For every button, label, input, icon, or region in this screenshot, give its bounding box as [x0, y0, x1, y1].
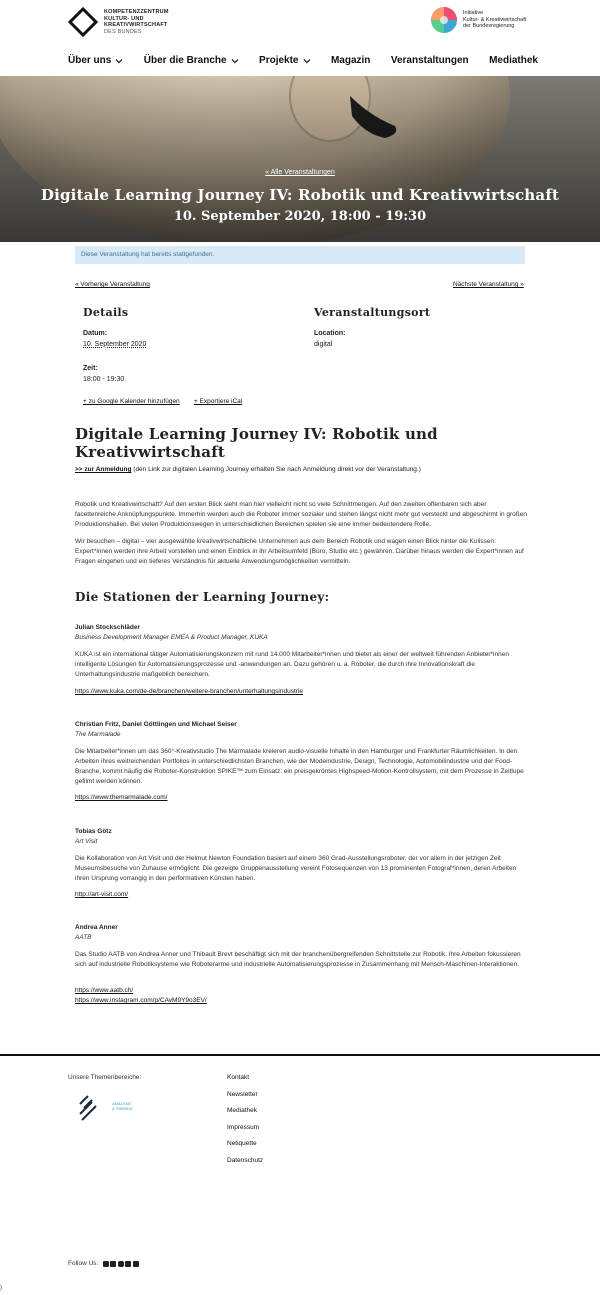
- station-name: Tobias Götz: [75, 828, 112, 835]
- station-name: Julian Stockschläder: [75, 624, 141, 631]
- theme-logo-line-2: & TRENDS: [112, 1106, 133, 1111]
- station-link[interactable]: https://www.instagram.com/p/CAvM9Y9o3EV/: [75, 997, 207, 1004]
- venue-heading: Veranstaltungsort: [314, 306, 431, 319]
- corner-glyph: ): [0, 1285, 2, 1291]
- past-event-notice: Diese Veranstaltung hat bereits stattgefunden.: [75, 246, 525, 264]
- analyse-trends-logo[interactable]: [78, 1092, 136, 1122]
- station-name: Christian Fritz, Daniel Göttlingen und Michael Seiser: [75, 721, 237, 728]
- footer-link-netiquette[interactable]: Netiquette: [227, 1140, 257, 1147]
- instagram-icon[interactable]: [118, 1261, 124, 1267]
- footer-link-kontakt[interactable]: Kontakt: [227, 1074, 250, 1081]
- time-value: 18:00 - 19:30: [83, 376, 125, 383]
- xing-icon[interactable]: [125, 1261, 131, 1267]
- footer-divider: [0, 1054, 600, 1056]
- follow-label: Follow Us:: [68, 1260, 99, 1267]
- all-events-link[interactable]: « Alle Veranstaltungen: [265, 169, 335, 176]
- logo-mark-icon: [68, 7, 98, 37]
- initiative-logo[interactable]: [430, 6, 526, 34]
- main-navigation: [68, 55, 538, 66]
- theme-logo-line-1: ANALYSE: [112, 1101, 131, 1106]
- nav-ueber-die-branche[interactable]: Über die Branche: [144, 55, 239, 66]
- station-link[interactable]: https://www.themarmalade.com/: [75, 794, 168, 801]
- twitter-icon[interactable]: [103, 1261, 109, 1267]
- previous-event-link[interactable]: « Vorherige Veranstaltung: [75, 281, 150, 288]
- station-text: Die Mitarbeiter*innen um das 360°-Kreativstudio The Marmalade kreieren audio-visuelle Inhalte in den Hamburger und Frankfurter Räumlichkeiten. In den Arbeiten ihres weitreichenden Portfolios in unterschiedlichsten Branchen, wie der Modeindustrie, Design, Technologie, Automobilindustrie und der Food-Branche, kommt häufig die Roboter-Konstruktion SPIKE™ zum Einsatz: ein preisgekröntes Highspeed-Motion-Kontrollsystem, mit dem Prozesse in Zeitlupe gefilmt werden können.: [75, 748, 524, 785]
- hero-banner: [0, 76, 600, 242]
- footer-link-impressum[interactable]: Impressum: [227, 1124, 260, 1131]
- nav-mediathek[interactable]: Mediathek: [489, 55, 538, 66]
- nav-ueber-uns[interactable]: Über uns: [68, 55, 123, 66]
- logo-line-4: DES BUNDES: [104, 28, 142, 35]
- intro-paragraph: Robotik und Kreativwirtschaft? Auf den ersten Blick sieht man hier vielleicht nicht so viele Schnittmengen. Auf den zweiten offenbaren sich aber facettenreiche Anknüpfungspunkte. Immerhin werden auch die Roboter immer sozialer und stehen längst nicht mehr gut versteckt und abgeschirmt in großen Produktionshallen. Bei vielen Produktionswegen in unterschiedlichen Bereichen spielen sie eine immer bedeutendere Rolle.: [75, 501, 527, 528]
- station-link[interactable]: https://www.kuka.com/de-de/branchen/weitere-branchen/unterhaltungsindustrie: [75, 688, 303, 695]
- location-label: Location:: [314, 330, 346, 337]
- date-label: Datum:: [83, 330, 108, 337]
- analyse-trends-icon: [78, 1092, 108, 1122]
- location-value: digital: [314, 341, 333, 348]
- nav-magazin[interactable]: Magazin: [330, 55, 371, 66]
- kompetenzzentrum-logo[interactable]: [68, 7, 169, 37]
- nav-projekte[interactable]: Projekte: [259, 55, 310, 66]
- station-role: AATB: [75, 934, 92, 941]
- themes-label: Unsere Themenbereiche:: [68, 1074, 142, 1081]
- logo-line-1: KOMPETENZZENTRUM: [104, 9, 169, 15]
- footer-link-mediathek[interactable]: Mediathek: [227, 1107, 257, 1114]
- registration-line: [75, 466, 421, 473]
- footer-link-newsletter[interactable]: Newsletter: [227, 1091, 258, 1098]
- initiative-line-2: Kultur- & Kreativwirtschaft: [463, 16, 527, 23]
- ical-export-link[interactable]: + Exportiere iCal: [194, 398, 243, 405]
- date-value: 10. September 2020: [83, 341, 147, 348]
- station-text: Die Kollaboration von Art Visit und der Helmut Newton Foundation basiert auf einem 360 Grad-Ausstellungsroboter, der vor allem in der jetzigen Zeit Museumsbesuche von Zuhause ermöglicht. Die gezeigte Gruppenausstellung vereint Fotosequenzen von 13 prominenten Fotograf*innen, deren Arbeiten ihren Ursprung vorrangig in den performativen Künsten haben.: [75, 855, 517, 882]
- visit-paragraph: Wir besuchen – digital – vier ausgewählte kreativwirtschaftliche Unternehmen aus dem Bereich Robotik und wagen einen Blick hinter die Kulissen: Expert*innen werden ihre Arbeit vorstellen und einen Einblick in ihr Arbeitsumfeld (Büro, Studio etc.) gewähren. Darüber hinaus werden die Expert*innen auf Fragen eingehen und ein tieferes Verständnis für aktuelle Anwendungsmöglichkeiten vermitteln.: [75, 538, 524, 565]
- hero-title: Digitale Learning Journey IV: Robotik und Kreativwirtschaft: [40, 186, 560, 204]
- chevron-down-icon: [231, 57, 239, 65]
- initiative-line-1: Initiative: [463, 10, 484, 17]
- next-event-link[interactable]: Nächste Veranstaltung »: [453, 281, 524, 288]
- registration-link[interactable]: >> zur Anmeldung: [75, 466, 132, 473]
- registration-note: (den Link zur digitalen Learning Journey erhalten Sie nach Anmeldung direkt vor der Veranstaltung.): [131, 466, 421, 473]
- nav-veranstaltungen[interactable]: Veranstaltungen: [390, 55, 469, 66]
- google-calendar-link[interactable]: + zu Google Kalender hinzufügen: [83, 398, 180, 405]
- linkedin-icon[interactable]: [133, 1261, 139, 1267]
- initiative-circle-icon: [430, 6, 458, 34]
- station-name: Andrea Anner: [75, 924, 118, 931]
- hero-date: 10. September 2020, 18:00 - 19:30: [173, 209, 427, 224]
- station-text: Das Studio AATB von Andrea Anner und Thibault Brevt beschäftigt sich mit der branchenübergreifenden Schnittstelle zur Robotik. Ihre Arbeiten fokussieren sich auf industrielle Robotiksysteme wie Roboterarme und industrielle Automatisierungsprozesse in Zusammenhang mit Mensch-Maschinen-Interaktionen.: [75, 951, 521, 968]
- station-role: Art Visit: [75, 838, 98, 845]
- time-label: Zeit:: [83, 365, 98, 372]
- logo-line-3: KREATIVWIRTSCHAFT: [104, 22, 168, 28]
- site-header: [0, 0, 600, 76]
- station-text: KUKA ist ein international tätiger Automatisierungskonzern mit rund 14.000 Mitarbeiter*innen und bietet als einer der weltweit führenden Anbieter*innen intelligente Lösungen für Automatisierungsprozesse und -anwendungen an. Dazu gehören u. a. Roboter, die durch ihre Innovationskraft die Unterhaltungsindustrie maßgeblich bereichern.: [75, 651, 509, 678]
- social-follow: [68, 1260, 139, 1267]
- facebook-icon[interactable]: [110, 1261, 116, 1267]
- station-role: Business Development Manager EMEA & Product Manager, KUKA: [75, 634, 268, 641]
- chevron-down-icon: [115, 57, 123, 65]
- station-role: The Marmalade: [75, 731, 121, 738]
- details-heading: Details: [83, 306, 129, 319]
- article-title: Digitale Learning Journey IV: Robotik und Kreativwirtschaft: [75, 425, 438, 461]
- logo-line-2: KULTUR- UND: [104, 15, 144, 22]
- stations-heading: Die Stationen der Learning Journey:: [75, 590, 330, 604]
- station-link[interactable]: https://www.aatb.ch/: [75, 987, 134, 994]
- chevron-down-icon: [303, 57, 311, 65]
- footer-link-datenschutz[interactable]: Datenschutz: [227, 1157, 264, 1164]
- initiative-line-3: der Bundesregierung: [463, 23, 515, 30]
- station-link[interactable]: http://art-visit.com/: [75, 891, 129, 898]
